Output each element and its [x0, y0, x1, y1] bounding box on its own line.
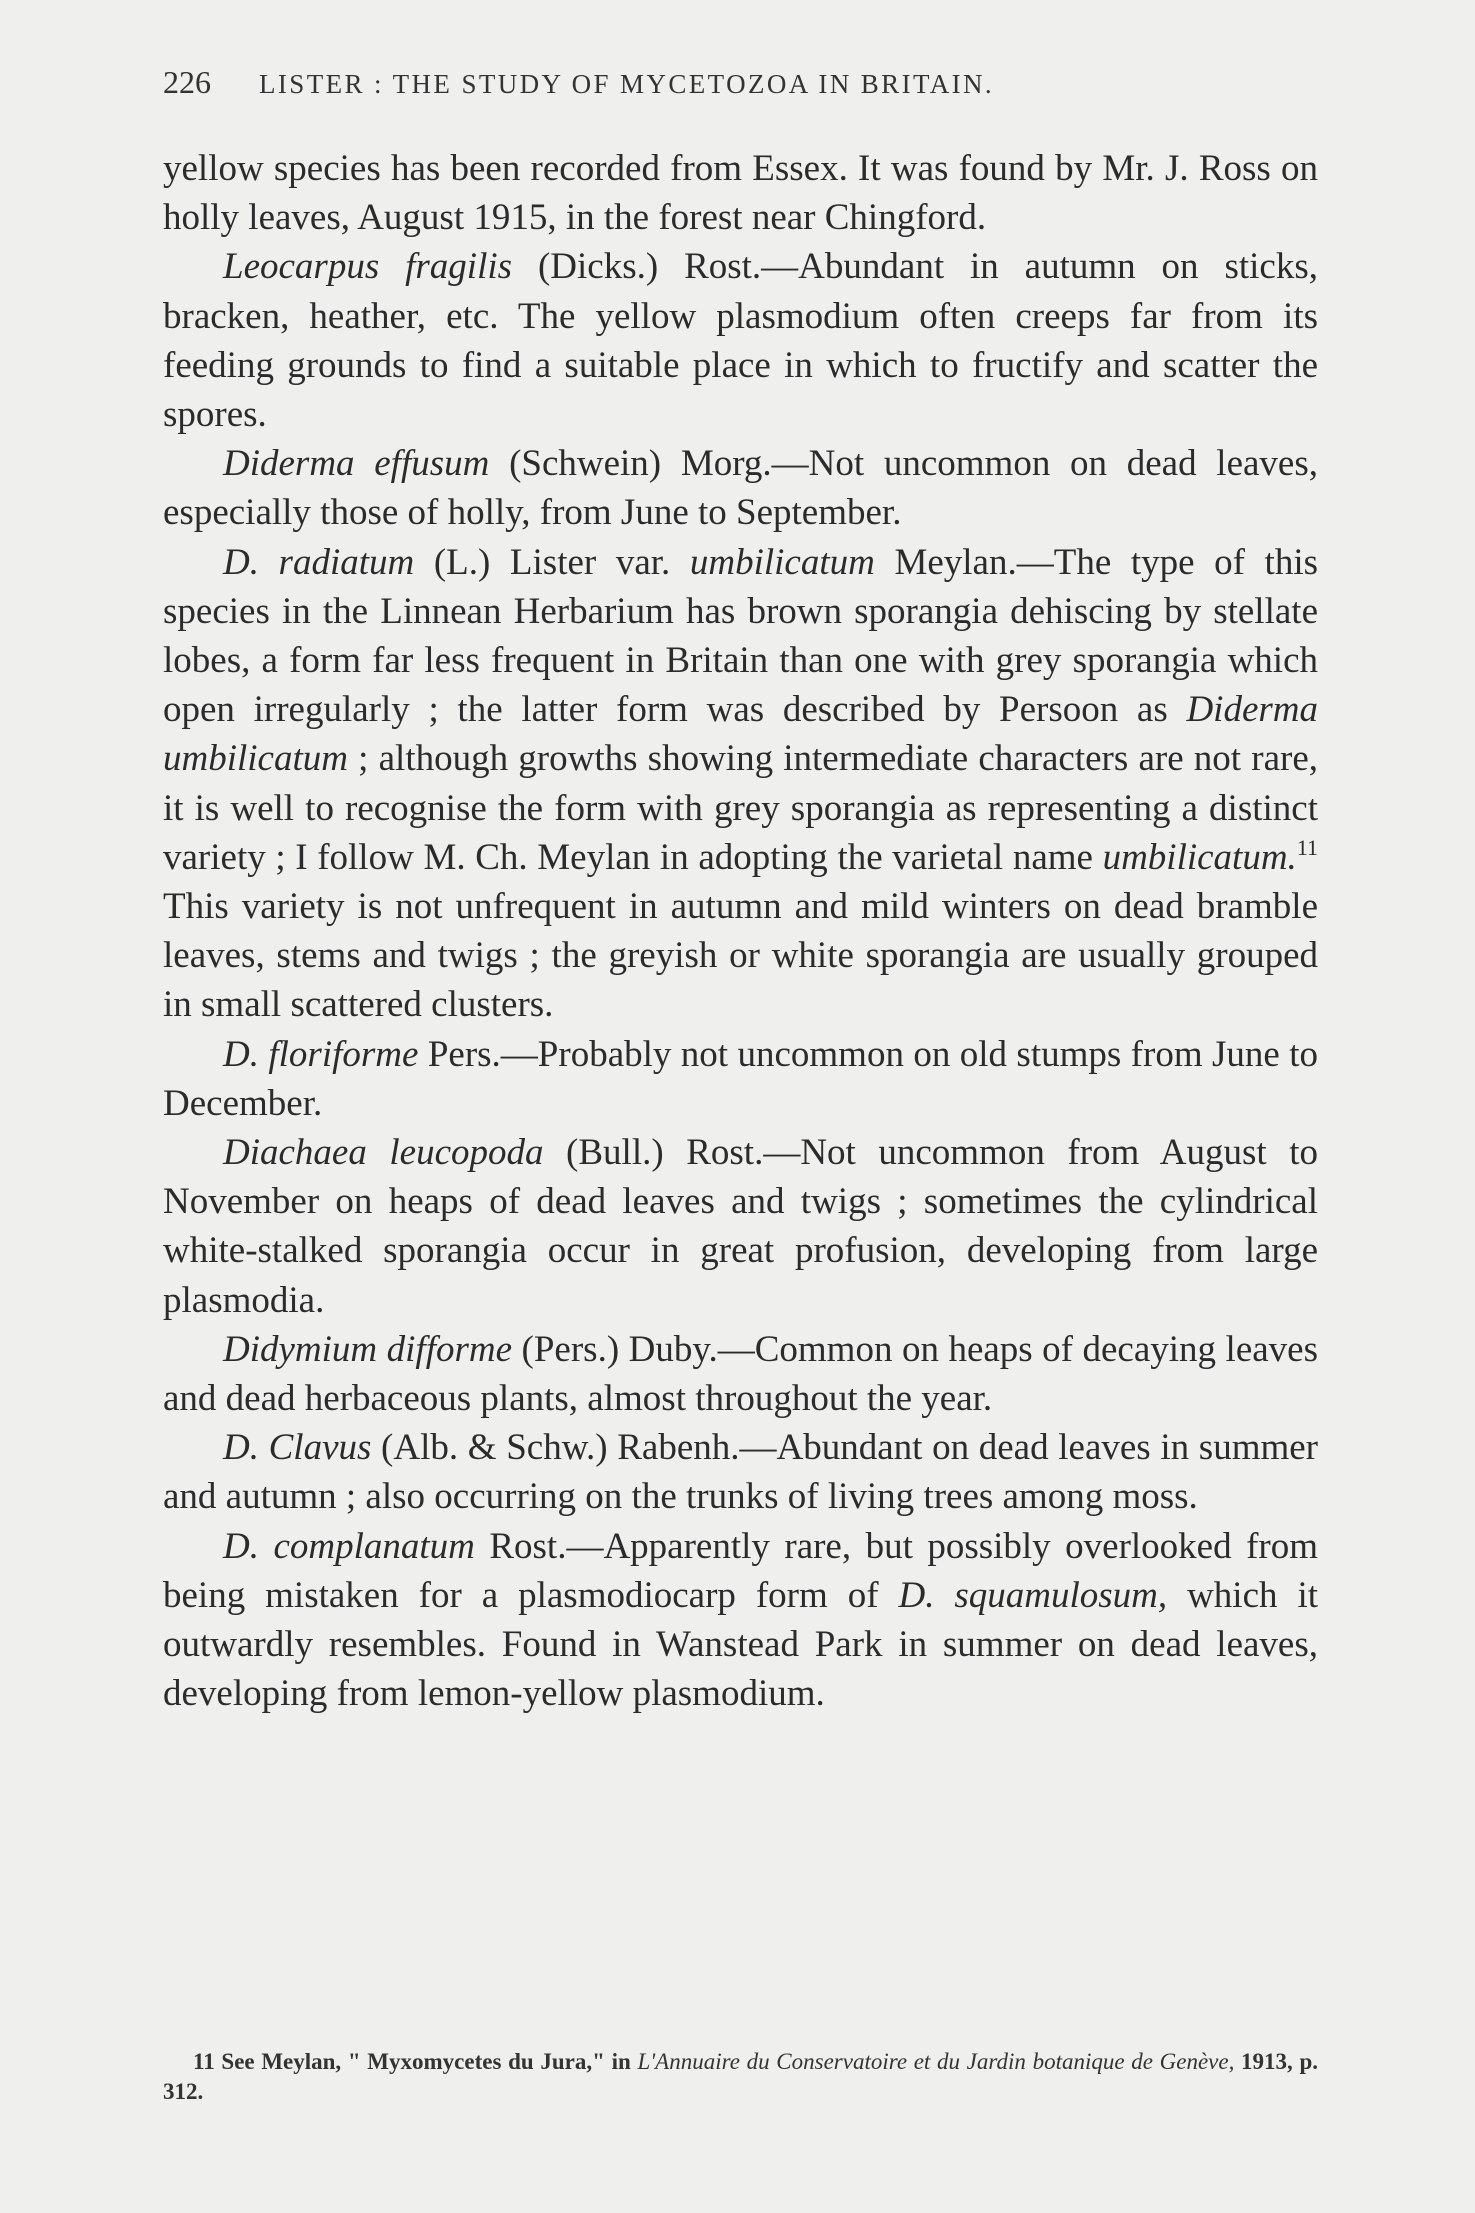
species-name: Didymium difforme — [223, 1328, 513, 1370]
species-entry: D. radiatum (L.) Lister var. umbilicatum Meylan.—The type of this species in the Linnean Herbarium has brown sporangia dehiscing by stellate lobes, a form far less frequent in Britain than one with grey sporangia which open irregularly ; the latter form was described by Persoon as Diderma umbilicatum ; although growths showing intermediate characters are not rare, it is well to recognise the form with grey sporangia as representing a distinct variety ; I follow M. Ch. Meylan in adopting the varietal name umbilicatum.$^{11}$ This variety is not unfrequent in autumn and mild winters on dead bramble leaves, stems and twigs ; the greyish or white sporangia are usually grouped in small scattered clusters. — [163, 541, 1319, 1026]
footnote-journal: L'Annuaire du Conservatoire et du Jardin botanique de Genève, — [637, 2049, 1235, 2074]
paragraph-continued: yellow species has been recorded from Essex. It was found by Mr. J. Ross on holly leaves, August 1915, in the forest near Chingford. — [163, 148, 1318, 239]
variety-name-inline: umbilicatum. — [1102, 836, 1297, 878]
species-entry: D. Clavus (Alb. & Schw.) Rabenh.—Abundant on dead leaves in summer and autumn ; also occurring on the trunks of living trees among moss. — [163, 1427, 1318, 1518]
species-entry: D. complanatum Rost.—Apparently rare, but possibly overlooked from being mistaken for a plasmodiocarp form of D. squamulosum, which it outwardly resembles. Found in Wanstead Park in summer on dead leaves, developing from lemon-yellow plasmodium. — [163, 1525, 1319, 1715]
main-text — [163, 144, 1318, 1719]
variety-name: umbilicatum — [689, 541, 875, 583]
running-header — [163, 64, 994, 101]
species-name: Leocarpus fragilis — [223, 246, 513, 288]
species-name: D. complanatum — [223, 1525, 475, 1567]
footnote: 11 See Meylan, " Myxomycetes du Jura," in L'Annuaire du Conservatoire et du Jardin botanique de Genève, 1913, p. 312. — [163, 2049, 1319, 2104]
species-name: D. floriforme — [223, 1033, 419, 1075]
footnote-number: 11 — [193, 2049, 215, 2074]
species-name-inline: Diderma umbilicatum — [163, 689, 1318, 780]
species-entry: D. floriforme Pers.—Probably not uncommon on old stumps from June to December. — [163, 1033, 1319, 1124]
species-name: Diachaea leucopoda — [223, 1132, 544, 1174]
species-entry: Leocarpus fragilis (Dicks.) Rost.—Abundant in autumn on sticks, bracken, heather, etc. The yellow plasmodium often creeps far from its feeding grounds to find a suitable place in which to fructify and scatter the spores. — [163, 246, 1318, 436]
species-entry: Didymium difforme (Pers.) Duby.—Common on heaps of decaying leaves and dead herbaceous plants, almost throughout the year. — [163, 1328, 1318, 1420]
species-name-inline: D. squamulosum, — [898, 1574, 1168, 1616]
footnote-reference[interactable]: 11 — [1296, 834, 1318, 860]
species-name: D. Clavus — [223, 1427, 372, 1469]
page-number: 226 — [163, 64, 211, 100]
species-name: Diderma effusum — [223, 443, 490, 485]
species-entry: Diachaea leucopoda (Bull.) Rost.—Not uncommon from August to November on heaps of dead leaves and twigs ; sometimes the cylindrical white-stalked sporangia occur in great profusion, developing from large plasmodia. — [163, 1132, 1318, 1321]
species-entry: Diderma effusum (Schwein) Morg.—Not uncommon on dead leaves, especially those of holly, from June to September. — [163, 443, 1318, 534]
species-name: D. radiatum — [223, 541, 415, 583]
running-title: LISTER : THE STUDY OF MYCETOZOA IN BRITAIN. — [259, 69, 995, 99]
